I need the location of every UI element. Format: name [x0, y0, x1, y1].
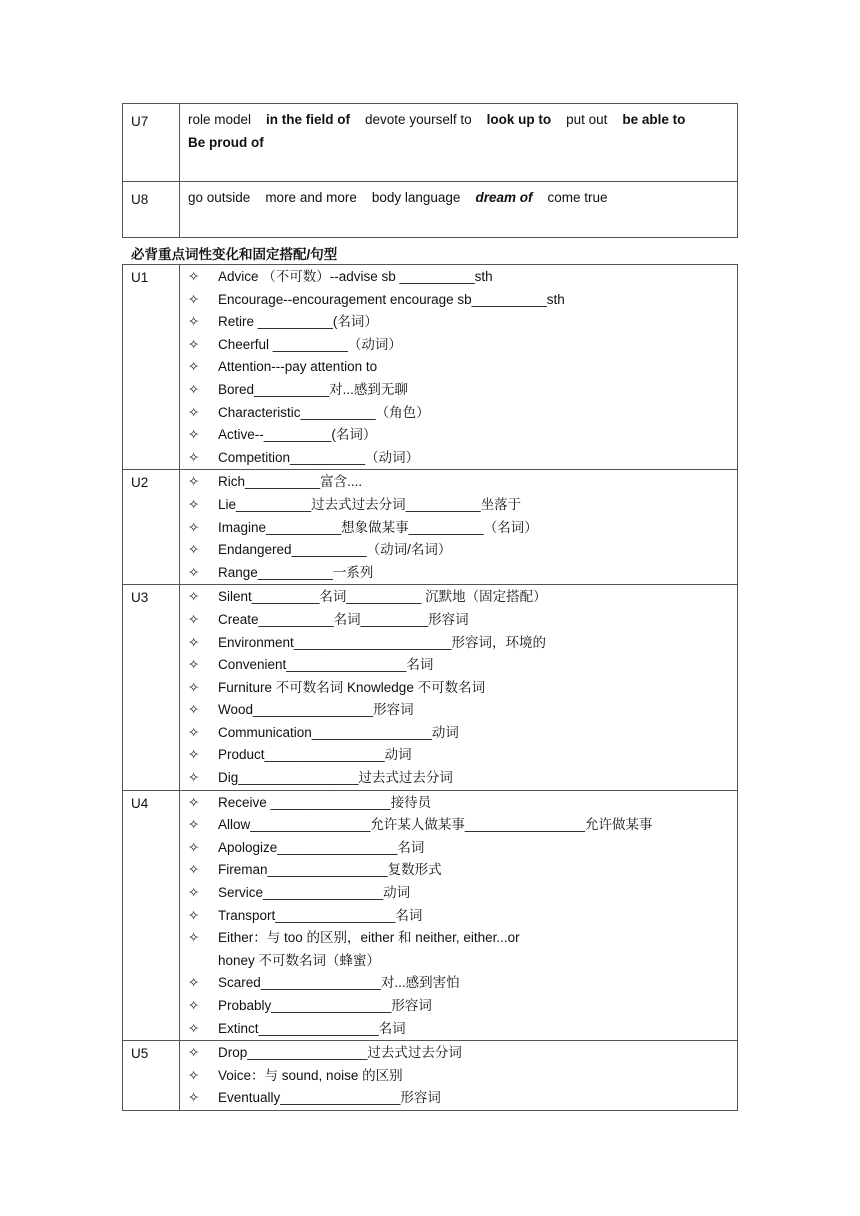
- list-item: [188, 677, 737, 700]
- diamond-star-icon: ✧: [188, 589, 200, 605]
- item-text: Fireman________________复数形式: [218, 862, 442, 878]
- item-text: Convenient________________名词: [218, 657, 434, 673]
- phrase-text: more and more: [265, 190, 357, 205]
- list-item: [188, 972, 737, 995]
- item-text: Furniture 不可数名词 Knowledge 不可数名词: [218, 679, 486, 695]
- diamond-star-icon: ✧: [188, 770, 200, 786]
- item-text: Allow________________允许某人做某事________________允许做某事: [218, 817, 653, 833]
- diamond-star-icon: ✧: [188, 1020, 200, 1036]
- list-item: [188, 289, 737, 312]
- diamond-star-icon: ✧: [188, 404, 200, 420]
- diamond-star-icon: ✧: [188, 907, 200, 923]
- diamond-star-icon: ✧: [188, 839, 200, 855]
- item-text: Characteristic__________（角色）: [218, 404, 430, 420]
- list-item: [188, 722, 737, 745]
- item-text: Cheerful __________（动词）: [218, 336, 402, 352]
- list-item: [188, 402, 737, 425]
- list-item: [188, 744, 737, 767]
- list-item: [188, 266, 737, 289]
- list-item: [188, 356, 737, 379]
- item-text: Service________________动词: [218, 885, 411, 901]
- section-title: 必背重点词性变化和固定搭配/句型: [131, 247, 338, 262]
- unit-items-cell: [180, 790, 738, 1041]
- unit-row: [123, 790, 738, 1041]
- list-item: [188, 767, 737, 790]
- list-item: [188, 311, 737, 334]
- item-text: Advice （不可数）--advise sb __________sth: [218, 269, 493, 284]
- list-item: [188, 379, 737, 402]
- unit-label: U4: [123, 790, 180, 1041]
- list-item: [188, 1042, 737, 1065]
- item-text: Wood________________形容词: [218, 702, 414, 718]
- phrases-table: [122, 103, 738, 238]
- phrase-text: look up to: [486, 112, 552, 127]
- diamond-star-icon: ✧: [188, 1090, 200, 1106]
- word-forms-table: [122, 264, 738, 1111]
- list-item: [188, 586, 737, 609]
- list-item: [188, 1087, 737, 1110]
- unit-label: U8: [123, 182, 180, 238]
- unit-label: U2: [123, 470, 180, 585]
- diamond-star-icon: ✧: [188, 474, 200, 490]
- phrase-text: role model: [188, 112, 252, 127]
- diamond-star-icon: ✧: [188, 702, 200, 718]
- item-text: Bored__________对...感到无聊: [218, 381, 408, 397]
- phrase-line: [188, 131, 737, 154]
- diamond-star-icon: ✧: [188, 1045, 200, 1061]
- unit-items-cell: [180, 585, 738, 790]
- item-text: Lie__________过去式过去分词__________坐落于: [218, 496, 522, 512]
- item-text: honey 不可数名词（蜂蜜）: [218, 952, 381, 968]
- diamond-star-icon: ✧: [188, 634, 200, 650]
- list-item: [188, 950, 737, 973]
- item-text: Silent_________名词__________ 沉默地（固定搭配）: [218, 589, 547, 605]
- item-text: Probably________________形容词: [218, 998, 432, 1013]
- list-item: [188, 334, 737, 357]
- item-text: Retire __________(名词）: [218, 314, 378, 330]
- diamond-star-icon: ✧: [188, 747, 200, 763]
- unit-row: [123, 470, 738, 585]
- diamond-star-icon: ✧: [188, 885, 200, 901]
- diamond-star-icon: ✧: [188, 449, 200, 465]
- item-text: Product________________动词: [218, 747, 412, 763]
- item-text: Range__________一系列: [218, 564, 374, 580]
- phrases-row: [123, 182, 738, 238]
- phrase-text: go outside: [188, 190, 251, 205]
- list-item: [188, 609, 737, 632]
- diamond-star-icon: ✧: [188, 359, 200, 375]
- list-item: [188, 995, 737, 1018]
- list-item: [188, 447, 737, 470]
- list-item: [188, 562, 737, 585]
- diamond-star-icon: ✧: [188, 427, 200, 443]
- diamond-star-icon: ✧: [188, 998, 200, 1013]
- diamond-star-icon: ✧: [188, 381, 200, 397]
- phrase-text: body language: [371, 190, 461, 205]
- diamond-star-icon: ✧: [188, 336, 200, 352]
- unit-row: [123, 585, 738, 790]
- word-forms-table-body: [123, 265, 738, 1111]
- list-item: [188, 905, 737, 928]
- unit-label: U3: [123, 585, 180, 790]
- phrases-cell: [180, 104, 738, 182]
- list-item: [188, 859, 737, 882]
- item-text: Receive ________________接待员: [218, 794, 432, 810]
- list-item: [188, 927, 737, 950]
- phrase-text: dream of: [475, 190, 533, 205]
- diamond-star-icon: ✧: [188, 975, 200, 991]
- list-item: [188, 517, 737, 540]
- item-text: Drop________________过去式过去分词: [218, 1045, 462, 1061]
- unit-label: U1: [123, 265, 180, 470]
- item-text: Rich__________富含....: [218, 474, 363, 490]
- list-item: [188, 424, 737, 447]
- item-text: Competition__________（动词）: [218, 449, 420, 465]
- item-text: Apologize________________名词: [218, 839, 425, 855]
- phrase-line: [188, 186, 737, 209]
- diamond-star-icon: ✧: [188, 496, 200, 512]
- unit-row: [123, 265, 738, 470]
- unit-row: [123, 1041, 738, 1111]
- item-text: Eventually________________形容词: [218, 1090, 441, 1106]
- item-text: Voice：与 sound, noise 的区别: [218, 1067, 403, 1083]
- phrases-table-body: [123, 104, 738, 238]
- unit-items-cell: [180, 1041, 738, 1111]
- list-item: [188, 539, 737, 562]
- diamond-star-icon: ✧: [188, 542, 200, 558]
- diamond-star-icon: ✧: [188, 269, 200, 284]
- diamond-star-icon: ✧: [188, 519, 200, 535]
- diamond-star-icon: ✧: [188, 564, 200, 580]
- list-item: [188, 837, 737, 860]
- diamond-star-icon: ✧: [188, 657, 200, 673]
- list-item: [188, 1018, 737, 1041]
- list-item: [188, 882, 737, 905]
- unit-label: U5: [123, 1041, 180, 1111]
- diamond-star-icon: ✧: [188, 291, 200, 307]
- item-text: Transport________________名词: [218, 907, 423, 923]
- list-item: [188, 1065, 737, 1088]
- list-item: [188, 814, 737, 837]
- diamond-star-icon: ✧: [188, 817, 200, 833]
- unit-label: U7: [123, 104, 180, 182]
- phrase-text: put out: [566, 112, 608, 127]
- phrase-text: in the field of: [266, 112, 351, 127]
- diamond-star-icon: ✧: [188, 724, 200, 740]
- unit-items-cell: [180, 265, 738, 470]
- list-item: [188, 699, 737, 722]
- item-text: Active--_________(名词）: [218, 427, 377, 443]
- item-text: Extinct________________名词: [218, 1020, 406, 1036]
- diamond-star-icon: ✧: [188, 611, 200, 627]
- diamond-star-icon: ✧: [188, 862, 200, 878]
- list-item: [188, 471, 737, 494]
- phrase-text: Be proud of: [188, 135, 264, 150]
- item-text: Communication________________动词: [218, 724, 459, 740]
- item-text: Endangered__________（动词/名词）: [218, 542, 452, 558]
- phrase-text: come true: [547, 190, 608, 205]
- diamond-star-icon: ✧: [188, 314, 200, 330]
- item-text: Environment_____________________形容词，环境的: [218, 634, 546, 650]
- phrase-text: be able to: [622, 112, 686, 127]
- phrase-line: [188, 108, 737, 131]
- diamond-star-icon: ✧: [188, 930, 200, 946]
- list-item: [188, 792, 737, 815]
- list-item: [188, 654, 737, 677]
- diamond-star-icon: ✧: [188, 794, 200, 810]
- item-text: Encourage--encouragement encourage sb__________sth: [218, 291, 565, 307]
- diamond-star-icon: ✧: [188, 1067, 200, 1083]
- list-item: [188, 494, 737, 517]
- diamond-star-icon: ✧: [188, 679, 200, 695]
- list-item: [188, 632, 737, 655]
- item-text: Dig________________过去式过去分词: [218, 770, 453, 786]
- item-text: Create__________名词_________形容词: [218, 611, 469, 627]
- item-text: Either：与 too 的区别，either 和 neither, either...or: [218, 930, 520, 946]
- unit-items-cell: [180, 470, 738, 585]
- phrases-cell: [180, 182, 738, 238]
- item-text: Scared________________对...感到害怕: [218, 975, 460, 991]
- item-text: Attention---pay attention to: [218, 359, 378, 375]
- phrase-text: devote yourself to: [365, 112, 472, 127]
- phrases-row: [123, 104, 738, 182]
- item-text: Imagine__________想象做某事__________（名词）: [218, 519, 538, 535]
